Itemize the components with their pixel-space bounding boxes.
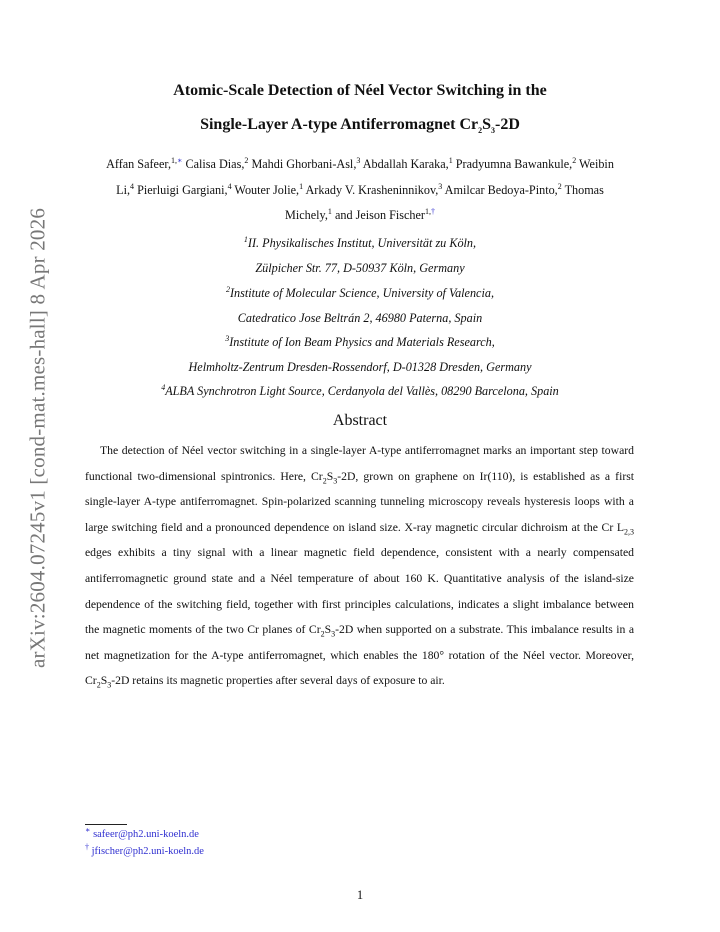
author: Pradyumna Bawankule,$^2$ (455, 155, 577, 171)
author: Pierluigi Gargiani,$^4$ (137, 181, 232, 197)
email-link[interactable]: safeer@ph2.uni-koeln.de (93, 829, 199, 840)
author: Thomas Michely,$^1$ (285, 182, 604, 222)
author: Weibin Li,$^4$ (116, 157, 614, 197)
corresponding-mark: ∗ (177, 155, 183, 165)
footnote-1: ∗ safeer@ph2.uni-koeln.de (85, 825, 199, 840)
affiliation-1-line2: Zülpicher Str. 77, D-50937 Köln, Germany (255, 261, 465, 275)
author: Mahdi Ghorbani-Asl,$^3$ (251, 155, 361, 171)
paper-title-line2: Single-Layer A-type Antiferromagnet $Cr_2S_3-2D$ (200, 116, 520, 136)
footnote-rule (85, 824, 127, 825)
author: Calisa Dias,$^2$ (185, 155, 249, 171)
author: Amilcar Bedoya-Pinto,$^2$ (444, 181, 562, 197)
arxiv-identifier: arXiv:2604.07245v1 [cond-mat.mes-hall] 8 Apr 2026 (25, 207, 50, 669)
affiliation-2-line1: $^2$Institute of Molecular Science, University of Valencia, (226, 284, 494, 300)
author: Affan Safeer,$^{1,∗}$ (106, 155, 183, 171)
affiliation-3-line2: Helmholtz-Zentrum Dresden-Rossendorf, D-01328 Dresden, Germany (188, 360, 532, 374)
affiliation-4: $^4$ALBA Synchrotron Light Source, Cerdanyola del Vallès, 08290 Barcelona, Spain (161, 382, 559, 398)
affiliation-2-line2: Catedratico Jose Beltrán 2, 46980 Paterna, Spain (237, 311, 483, 325)
abstract-body: The detection of Néel vector switching in a single-layer A-type antiferromagnet marks an important step toward functional two-dimensional spintronics. Here, $Cr_2S_3-2D$, grown on graphene on Ir(110), is established as a first single-layer A-type antiferromagnet. Spin-polarized scanning tunneling microscopy reveals hysteresis loops with a large switching field and a pronounced dependence on island size. X-ray magnetic circular dichroism at the Cr $L_{2,3}$ edges exhibits a tiny signal with a linear magnetic field dependence, consistent with a nearly compensated antiferromagnetic ground state and a Néel temperature of about 160 K. Quantitative analysis of the island-size dependence of the switching field, together with first principles calculations, indicates a slight imbalance between the magnetic moments of the two Cr planes of $Cr_2S_3-2D$ when supported on a substrate. This imbalance results in a net magnetization for the A-type antiferromagnet, which enables the 180° rotation of the Néel vector. Moreover, $Cr_2S_3-2D$ retains its magnetic properties after several days of exposure to air. (85, 444, 635, 690)
email-link[interactable]: jfischer@ph2.uni-koeln.de (91, 846, 204, 857)
footnote-2: † jfischer@ph2.uni-koeln.de (85, 842, 204, 857)
page-number: 1 (356, 888, 364, 902)
paper-title-line1: Atomic-Scale Detection of Néel Vector Switching in the (173, 82, 547, 99)
abstract-heading: Abstract (332, 412, 388, 429)
author: Abdallah Karaka,$^1$ (362, 155, 453, 171)
author: and Jeison Fischer$^{1,\dagger}$ (334, 206, 435, 222)
author-list (100, 152, 620, 229)
author: Arkady V. Krasheninnikov,$^3$ (305, 181, 443, 197)
author: Wouter Jolie,$^1$ (234, 181, 304, 197)
affiliation-3-line1: $^3$Institute of Ion Beam Physics and Materials Research, (225, 333, 495, 349)
corresponding-mark: † (430, 206, 435, 216)
affiliation-1-line1: $^1$II. Physikalisches Institut, Universität zu Köln, (243, 234, 477, 250)
